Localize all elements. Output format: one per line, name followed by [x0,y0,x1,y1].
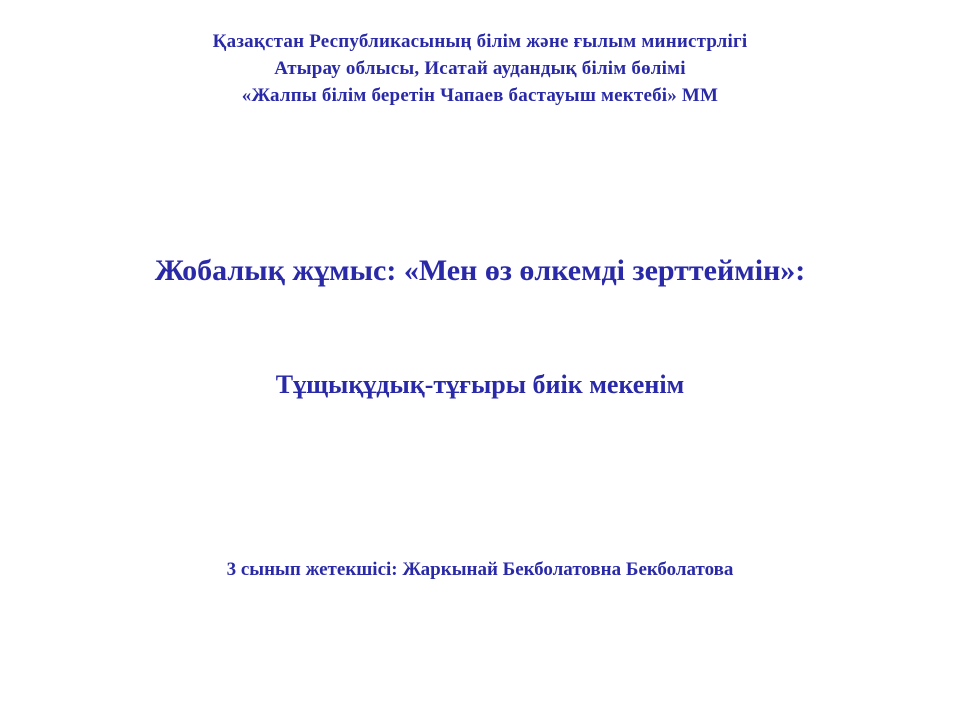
header-line-region: Атырау облысы, Исатай аудандық білім бөлімі [274,58,686,79]
header-line-ministry: Қазақстан Республикасының білім және ғылым министрлігі [212,31,748,52]
project-title: Жобалық жұмыс: «Мен өз өлкемді зерттеймін»: [154,254,806,287]
author-line: 3 сынып жетекшісі: Жаркынай Бекболатовна Бекболатова [226,559,734,580]
header-block [0,28,960,109]
project-subtitle: Тұщықұдық-тұғыры биік мекенім [275,370,685,399]
header-line-school: «Жалпы білім беретін Чапаев бастауыш мектебі» ММ [241,85,719,106]
